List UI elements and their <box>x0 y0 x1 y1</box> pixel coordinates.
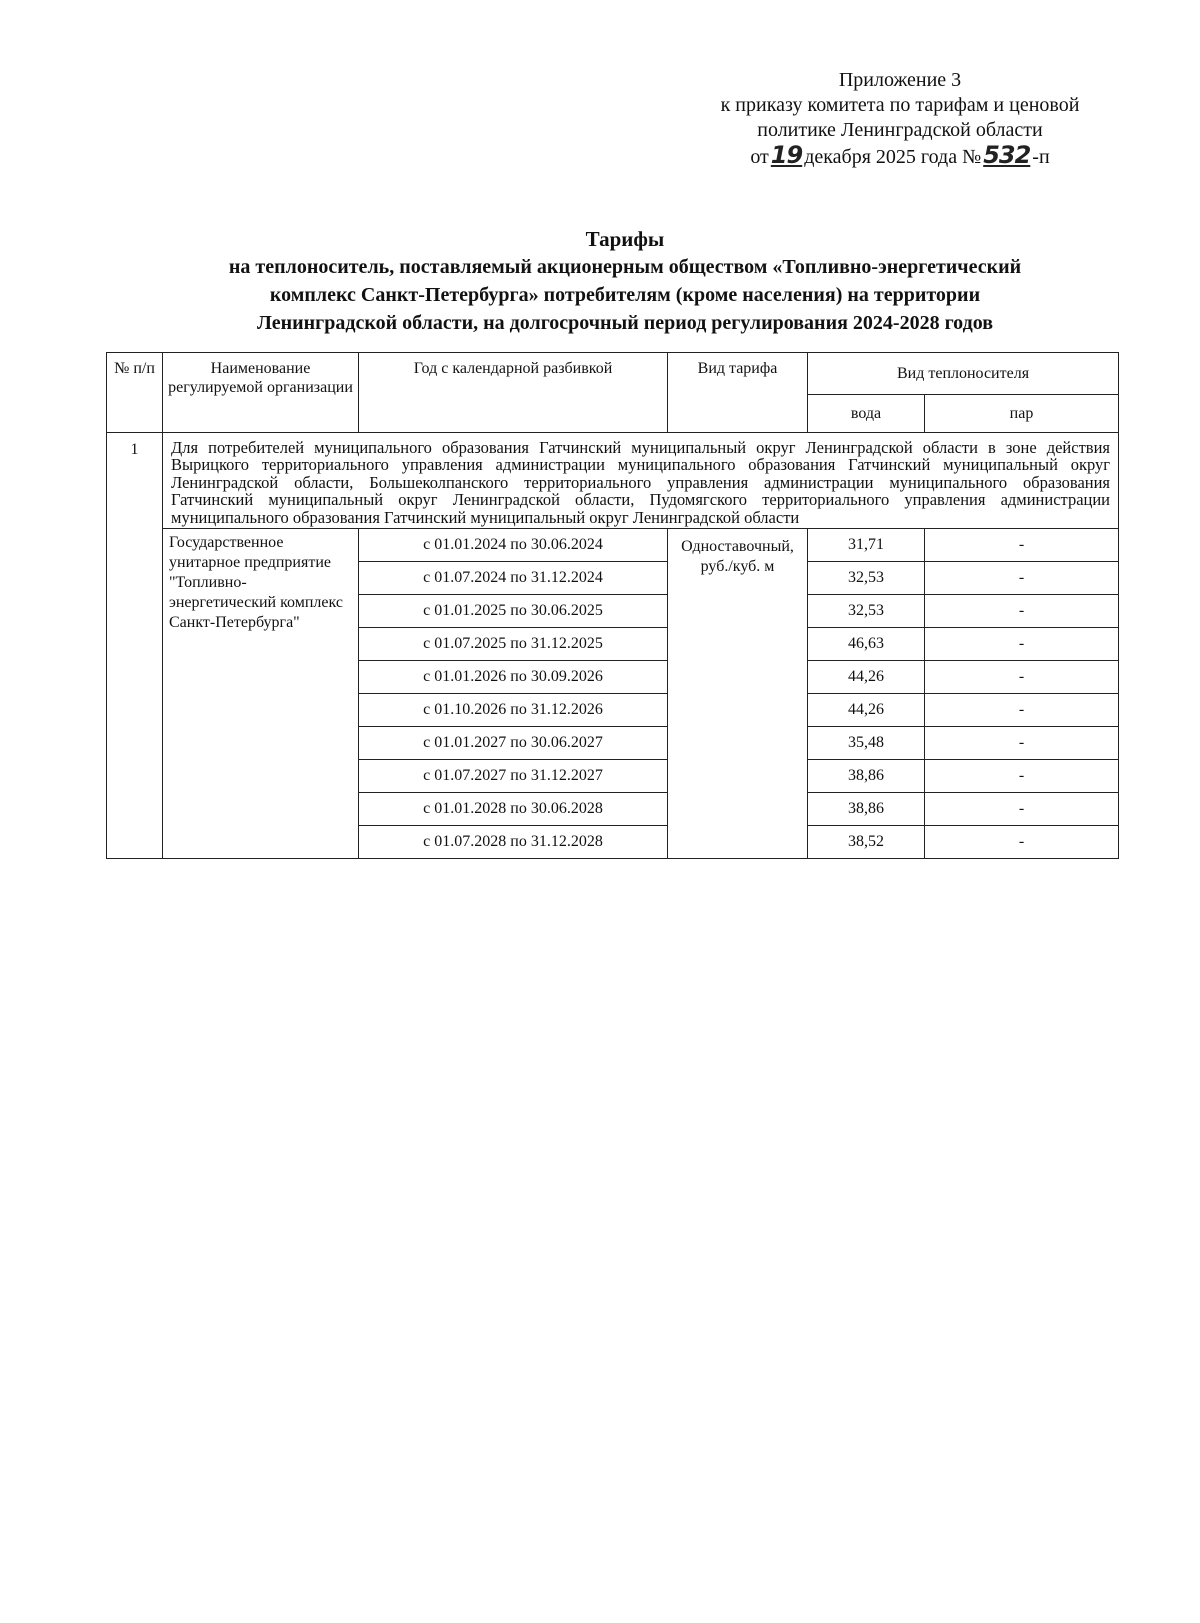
table-body <box>107 433 1119 859</box>
section-number: 1 <box>107 433 163 859</box>
section-description: Для потребителей муниципального образования Гатчинский муниципальный округ Ленинградской области в зоне действия Вырицкого территориального управления администрации муниципального образования Гатчинский муниципальный округ Ленинградской области, Большеколпанского территориального управления администрации муниципального образования Гатчинский муниципальный округ Ленинградской области, Пудомягского территориального управления администрации муниципального образования Гатчинский муниципальный округ Ленинградской области <box>163 433 1119 529</box>
period-cell: с 01.01.2026 по 30.09.2026 <box>359 661 668 694</box>
water-value-cell: 44,26 <box>808 661 925 694</box>
steam-value-cell: - <box>925 760 1119 793</box>
header-org: Наименование регулируемой организации <box>163 353 359 433</box>
period-cell: с 01.07.2028 по 31.12.2028 <box>359 826 668 859</box>
header-num: № п/п <box>107 353 163 433</box>
steam-value-cell: - <box>925 727 1119 760</box>
title-line-2: комплекс Санкт-Петербурга» потребителям (кроме населения) на территории <box>269 284 981 306</box>
steam-value-cell: - <box>925 793 1119 826</box>
appendix-block <box>640 68 1160 170</box>
document-title <box>130 225 1120 337</box>
period-cell: с 01.07.2025 по 31.12.2025 <box>359 628 668 661</box>
water-value-cell: 38,86 <box>808 793 925 826</box>
steam-value-cell: - <box>925 661 1119 694</box>
period-cell: с 01.07.2024 по 31.12.2024 <box>359 562 668 595</box>
tariff-type-cell: Одноставочный, руб./куб. м <box>668 529 808 859</box>
header-steam: пар <box>925 395 1119 433</box>
handwritten-day: 19 <box>770 141 803 169</box>
date-middle: декабря 2025 года № <box>804 146 982 168</box>
title-main: Тарифы <box>585 227 665 251</box>
title-line-3: Ленинградской области, на долгосрочный период регулирования 2024-2028 годов <box>256 312 994 334</box>
water-value-cell: 38,52 <box>808 826 925 859</box>
steam-value-cell: - <box>925 628 1119 661</box>
organization-name: Государственное унитарное предприятие "Топливно-энергетический комплекс Санкт-Петербурга" <box>163 529 359 859</box>
water-value-cell: 44,26 <box>808 694 925 727</box>
period-cell: с 01.07.2027 по 31.12.2027 <box>359 760 668 793</box>
header-water: вода <box>808 395 925 433</box>
steam-value-cell: - <box>925 694 1119 727</box>
appendix-title: Приложение 3 <box>838 69 962 91</box>
tariff-table <box>106 352 1119 859</box>
handwritten-order-number: 532 <box>983 141 1031 169</box>
header-tariff-type: Вид тарифа <box>668 353 808 433</box>
period-cell: с 01.01.2025 по 30.06.2025 <box>359 595 668 628</box>
period-cell: с 01.01.2028 по 30.06.2028 <box>359 793 668 826</box>
steam-value-cell: - <box>925 595 1119 628</box>
water-value-cell: 38,86 <box>808 760 925 793</box>
header-period: Год с календарной разбивкой <box>359 353 668 433</box>
appendix-date-line <box>640 143 1160 170</box>
period-cell: с 01.01.2024 по 30.06.2024 <box>359 529 668 562</box>
appendix-order-ref: к приказу комитета по тарифам и ценовой <box>720 94 1080 116</box>
header-carrier: Вид теплоносителя <box>808 353 1119 395</box>
period-cell: с 01.10.2026 по 31.12.2026 <box>359 694 668 727</box>
order-suffix: -п <box>1032 146 1050 168</box>
title-line-1: на теплоноситель, поставляемый акционерным обществом «Топливно-энергетический <box>228 256 1022 278</box>
steam-value-cell: - <box>925 529 1119 562</box>
water-value-cell: 31,71 <box>808 529 925 562</box>
appendix-committee: политике Ленинградской области <box>757 119 1043 141</box>
period-cell: с 01.01.2027 по 30.06.2027 <box>359 727 668 760</box>
water-value-cell: 35,48 <box>808 727 925 760</box>
table-row <box>107 529 1119 562</box>
date-prefix: от <box>750 146 769 168</box>
water-value-cell: 32,53 <box>808 595 925 628</box>
water-value-cell: 32,53 <box>808 562 925 595</box>
steam-value-cell: - <box>925 826 1119 859</box>
steam-value-cell: - <box>925 562 1119 595</box>
water-value-cell: 46,63 <box>808 628 925 661</box>
